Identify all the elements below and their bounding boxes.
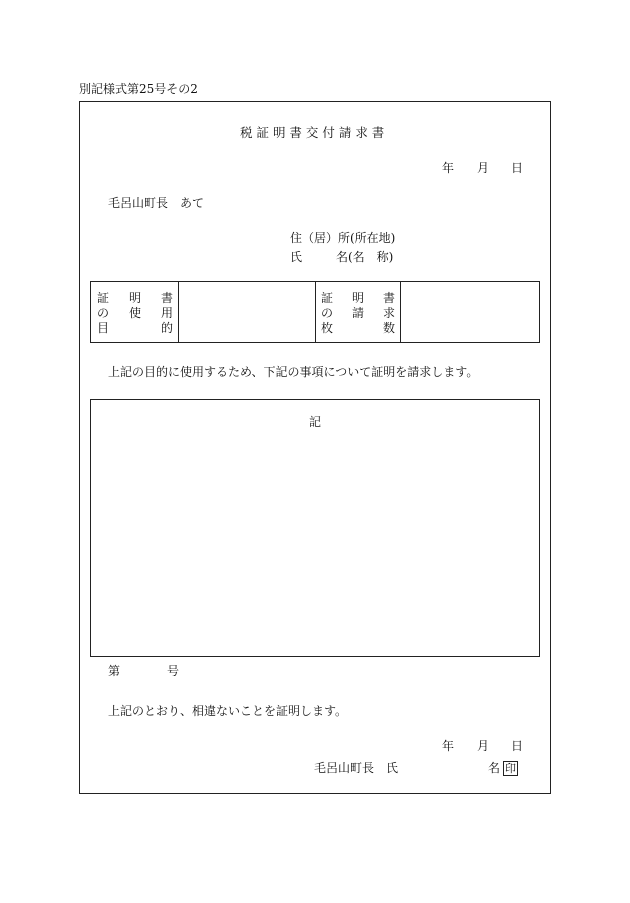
issuer-name-char: 名 bbox=[488, 761, 501, 775]
certificate-statement: 上記のとおり、相違ないことを証明します。 bbox=[108, 704, 348, 718]
request-date-year: 年 bbox=[442, 161, 455, 175]
form-title: 税 証 明 書 交 付 請 求 書 bbox=[240, 125, 385, 140]
certificate-number-suffix: 号 bbox=[167, 664, 180, 678]
copies-label: 証 明 書 の 請 求 枚 数 bbox=[321, 291, 395, 335]
request-date-day: 日 bbox=[511, 161, 524, 175]
record-box bbox=[90, 399, 540, 657]
copies-field[interactable] bbox=[401, 282, 539, 342]
form-number: 別記様式第25号その2 bbox=[79, 82, 198, 96]
issuer-label: 毛呂山町長 氏 bbox=[314, 761, 399, 775]
addressee: 毛呂山町長 あて bbox=[108, 196, 205, 210]
seal-icon: 印 bbox=[505, 762, 517, 775]
certificate-date-day: 日 bbox=[511, 739, 524, 753]
purpose-field[interactable] bbox=[179, 282, 315, 342]
record-heading: 記 bbox=[308, 415, 321, 429]
request-date-month: 月 bbox=[477, 161, 490, 175]
info-table-divider bbox=[315, 282, 316, 342]
request-statement: 上記の目的に使用するため、下記の事項について証明を請求します。 bbox=[108, 365, 479, 379]
certificate-date-month: 月 bbox=[477, 739, 490, 753]
info-table bbox=[90, 281, 540, 343]
applicant-name-label-2: 名(名 称) bbox=[336, 250, 394, 264]
purpose-label: 証 明 書 の 使 用 目 的 bbox=[97, 291, 173, 335]
record-content[interactable] bbox=[91, 434, 539, 656]
applicant-name-label-1: 氏 bbox=[290, 250, 303, 264]
certificate-number-prefix: 第 bbox=[108, 664, 121, 678]
applicant-address-label: 住（居）所(所在地) bbox=[290, 231, 396, 245]
certificate-date-year: 年 bbox=[442, 739, 455, 753]
issuer-name-seal bbox=[488, 761, 518, 776]
